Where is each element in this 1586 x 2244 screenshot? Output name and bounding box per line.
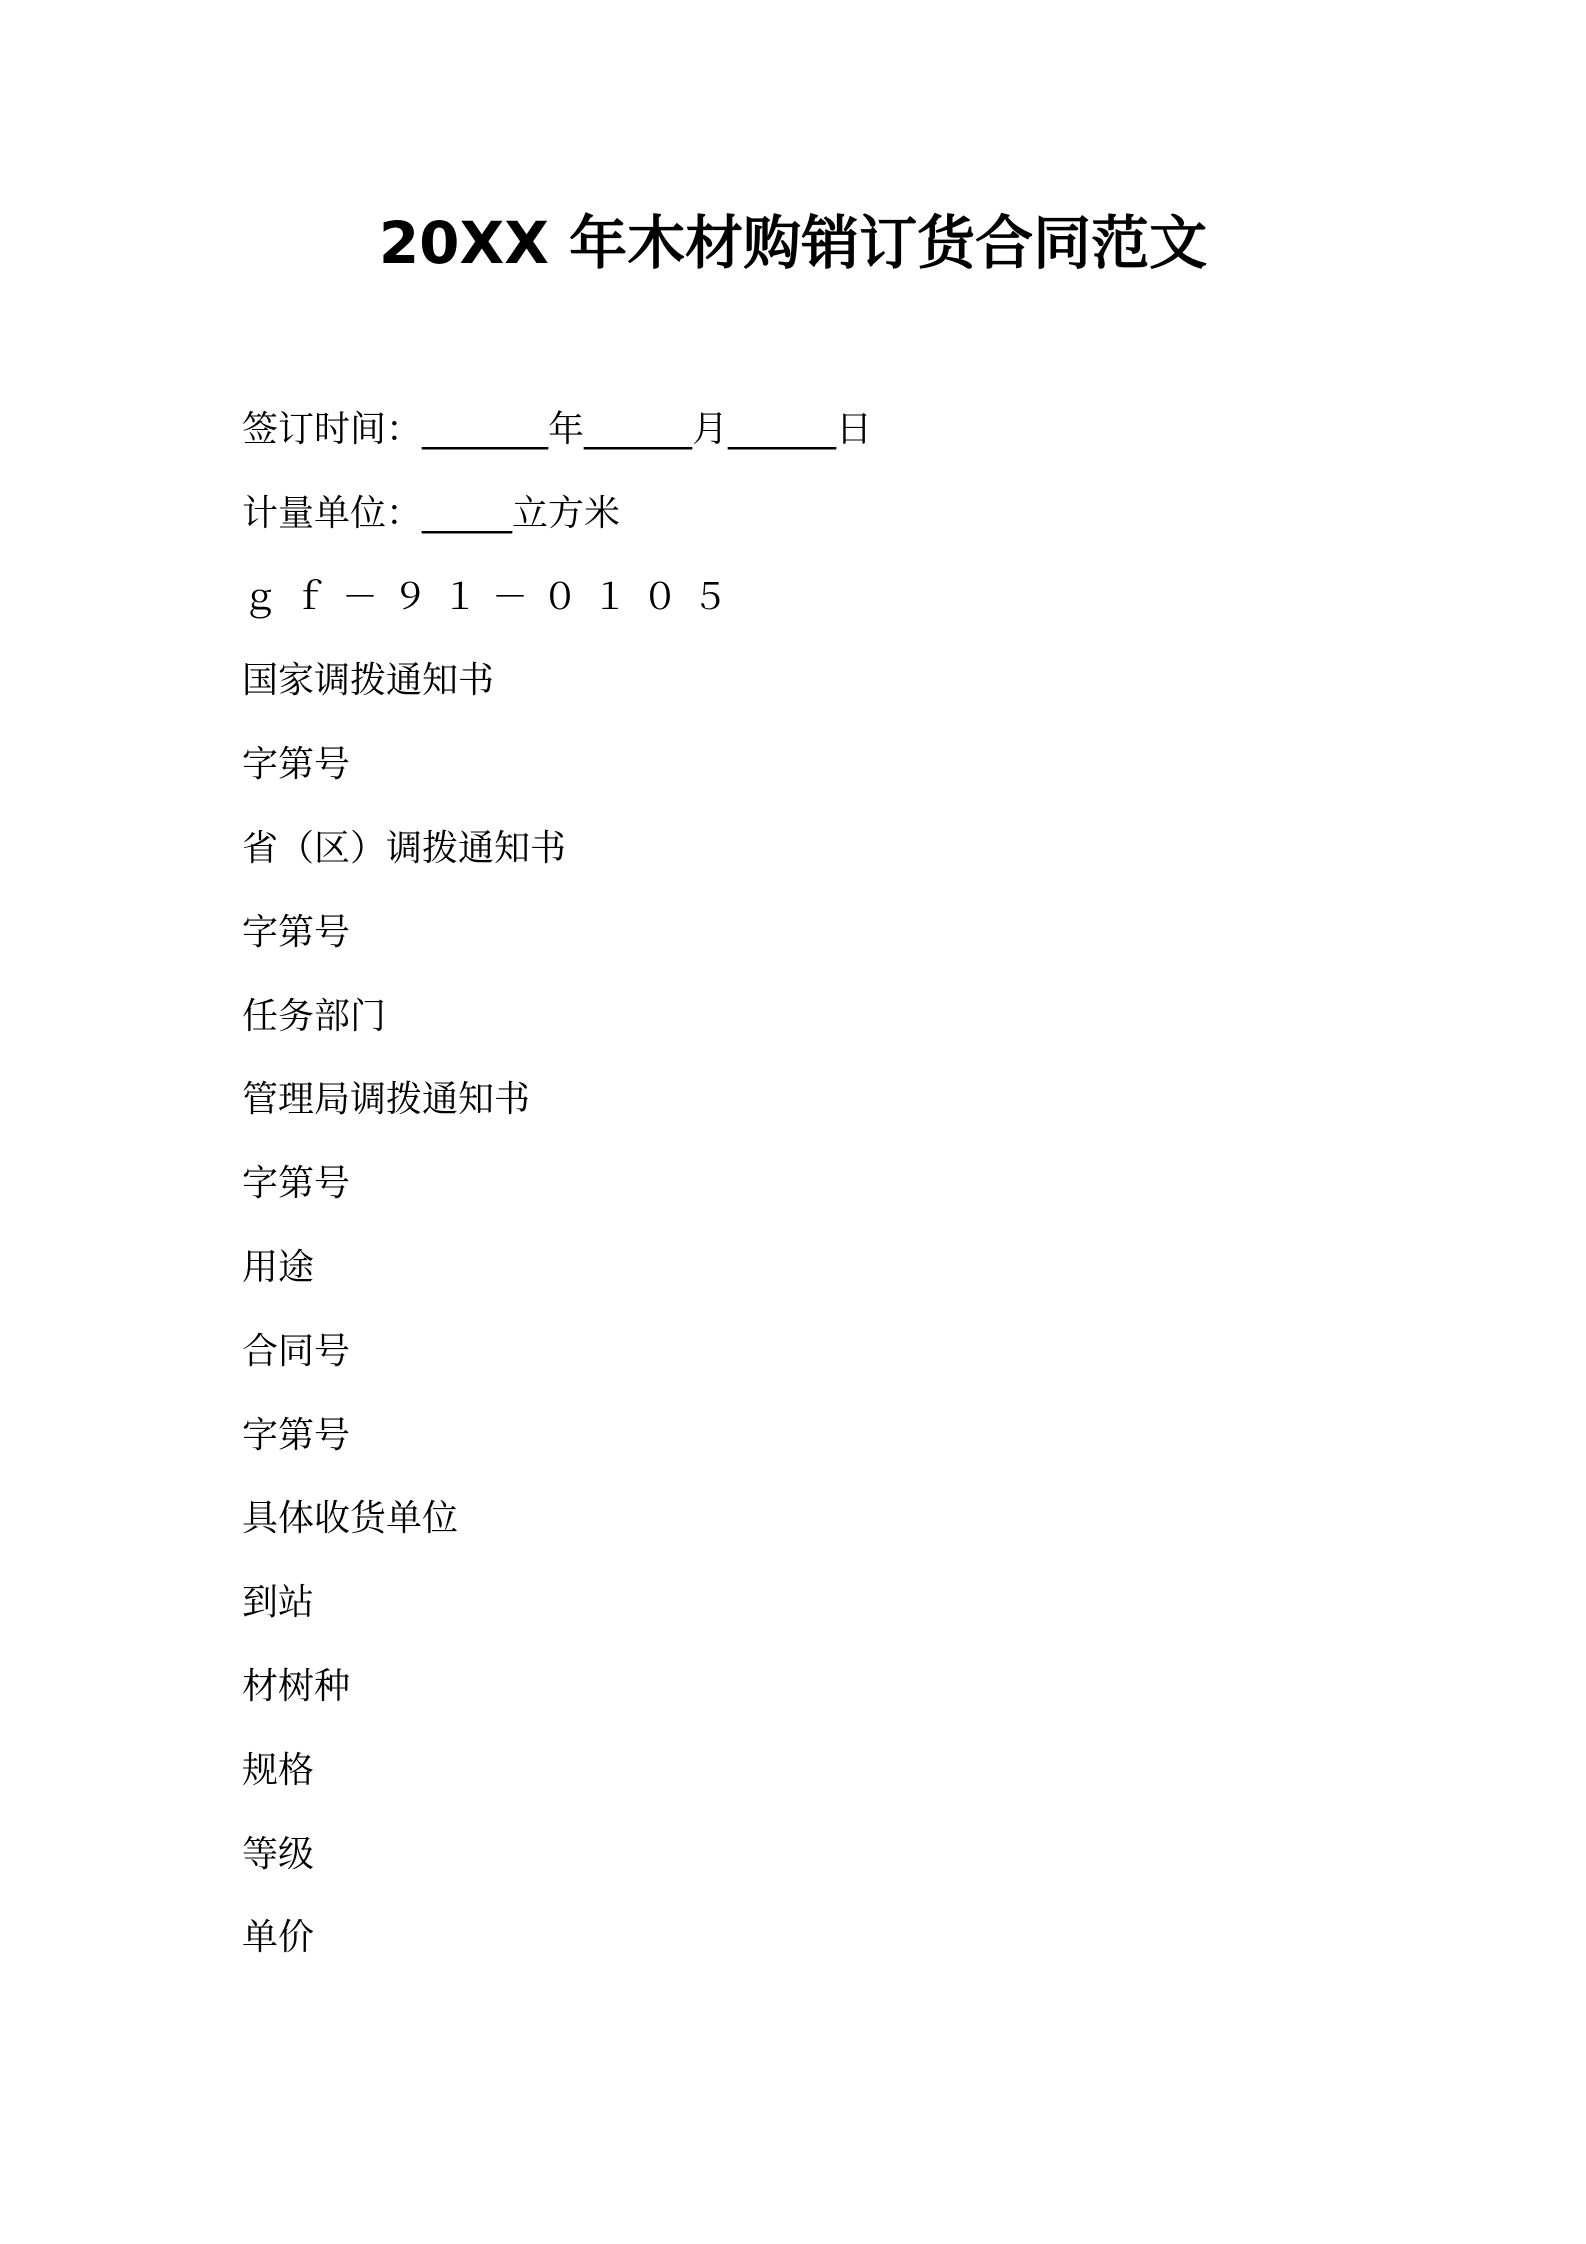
grade-line: 等级 [242, 1833, 315, 1875]
purpose-line: 用途 [242, 1246, 315, 1288]
measurement-unit-line: 计量单位：_____立方米 [242, 492, 621, 534]
form-code-line: ｇｆ－９１－０１０５ [242, 576, 743, 618]
document-body [242, 404, 1342, 1996]
signing-date-line: 签订时间：_______年______月______日 [242, 409, 873, 450]
national-allocation-notice-line: 国家调拨通知书 [242, 660, 495, 702]
task-department-line: 任务部门 [242, 995, 387, 1037]
bureau-notice-number-line: 字第号 [242, 1163, 351, 1205]
timber-species-line: 材树种 [242, 1665, 351, 1707]
consignee-line: 具体收货单位 [242, 1498, 459, 1540]
destination-station-line: 到站 [242, 1582, 315, 1624]
unit-price-line: 单价 [242, 1917, 315, 1959]
specification-line: 规格 [242, 1749, 315, 1791]
provincial-allocation-notice-line: 省（区）调拨通知书 [242, 827, 567, 869]
provincial-notice-number-line: 字第号 [242, 911, 351, 953]
bureau-allocation-notice-line: 管理局调拨通知书 [242, 1079, 531, 1121]
contract-number-line: 合同号 [242, 1330, 351, 1372]
document-title: 20XX 年木材购销订货合同范文 [378, 209, 1208, 277]
contract-word-number-line: 字第号 [242, 1414, 351, 1456]
national-notice-number-line: 字第号 [242, 744, 351, 786]
